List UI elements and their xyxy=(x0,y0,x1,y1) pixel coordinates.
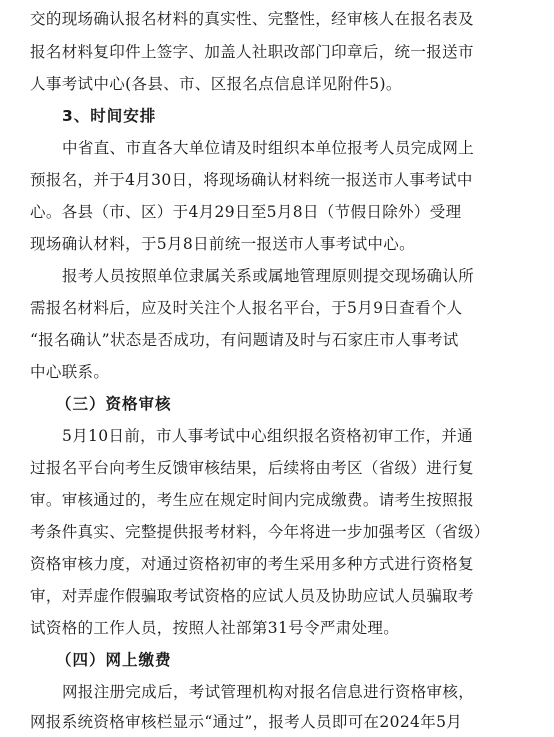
body-text-line: 交的现场确认报名材料的真实性、完整性，经审核人在报名表及 xyxy=(30,10,474,28)
body-text-line: 人事考试中心(各县、市、区报名点信息详见附件5)。 xyxy=(30,75,402,93)
body-text-line: 报考人员按照单位隶属关系或属地管理原则提交现场确认所 xyxy=(62,267,475,285)
section-heading: （三）资格审核 xyxy=(56,395,172,413)
body-text-line: 预报名，并于4月30日，将现场确认材料统一报送市人事考试中 xyxy=(30,171,473,189)
body-text-line: 网报系统资格审核栏显示“通过”，报考人员即可在2024年5月 xyxy=(30,713,463,731)
body-text-line: 心。各县（市、区）于4月29日至5月8日（节假日除外）受理 xyxy=(30,203,462,221)
body-text-line: 考条件真实、完整提供报考材料，今年将进一步加强考区（省级） xyxy=(30,523,490,541)
body-text-line: 审。审核通过的，考生应在规定时间内完成缴费。请考生按照报 xyxy=(30,491,474,509)
body-text-line: 报名材料复印件上签字、加盖人社职改部门印章后，统一报送市 xyxy=(30,43,474,61)
body-text-line: “报名确认”状态是否成功，有问题请及时与石家庄市人事考试 xyxy=(30,331,459,349)
body-text-line: 审，对弄虚作假骗取考试资格的应试人员及协助应试人员骗取考 xyxy=(30,587,474,605)
body-text-line: 5月10日前，市人事考试中心组织报名资格初审工作，并通 xyxy=(62,427,474,445)
body-text-line: 中省直、市直各大单位请及时组织本单位报考人员完成网上 xyxy=(62,139,475,157)
section-heading: （四）网上缴费 xyxy=(56,651,172,669)
body-text-line: 现场确认材料，于5月8日前统一报送市人事考试中心。 xyxy=(30,235,415,253)
body-text-line: 试资格的工作人员，按照人社部第31号令严肃处理。 xyxy=(30,619,400,637)
body-text-line: 需报名材料后，应及时关注个人报名平台，于5月9日查看个人 xyxy=(30,299,463,317)
body-text-line: 中心联系。 xyxy=(30,363,110,381)
section-heading: 3、时间安排 xyxy=(62,107,157,125)
body-text-line: 过报名平台向考生反馈审核结果，后续将由考区（省级）进行复 xyxy=(30,459,474,477)
body-text-line: 资格审核力度，对通过资格初审的考生采用多种方式进行资格复 xyxy=(30,555,474,573)
body-text-line: 网报注册完成后，考试管理机构对报名信息进行资格审核， xyxy=(62,683,475,701)
